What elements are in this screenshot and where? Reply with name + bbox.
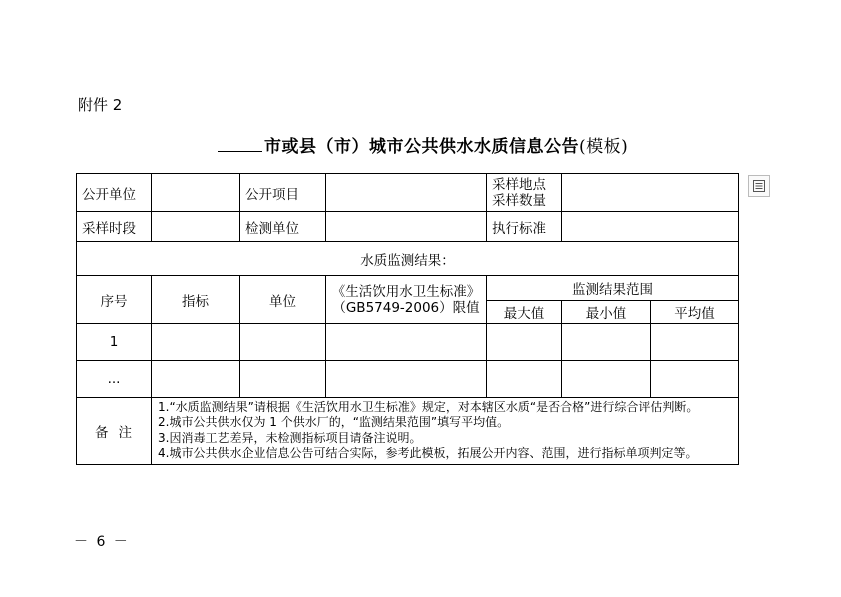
row-unit[interactable]	[240, 324, 326, 361]
title-suffix: (模板)	[579, 137, 629, 157]
col-limit-header	[326, 276, 487, 324]
col-min-header: 最小值	[562, 301, 651, 324]
col-seq-header: 序号	[77, 276, 152, 324]
sampling-location-count-value[interactable]	[562, 174, 739, 212]
remark-note: 1.“水质监测结果”请根据《生活饮用水卫生标准》规定，对本辖区水质“是否合格”进行综合评估判断。	[158, 400, 699, 414]
remarks-notes	[152, 398, 739, 465]
public-item-value[interactable]	[326, 174, 487, 212]
table-row	[77, 361, 739, 398]
remarks-label: 备注	[77, 398, 152, 465]
results-heading-row	[77, 242, 739, 276]
water-quality-table	[76, 173, 739, 465]
testing-unit-label: 检测单位	[240, 212, 326, 242]
col-limit-header-line2: （GB5749-2006）限值	[332, 299, 480, 316]
sampling-period-value[interactable]	[152, 212, 240, 242]
remarks-row	[77, 398, 739, 465]
row-avg[interactable]	[651, 361, 739, 398]
col-max-header: 最大值	[487, 301, 562, 324]
public-unit-label: 公开单位	[77, 174, 152, 212]
public-item-label: 公开项目	[240, 174, 326, 212]
title-main: 市或县（市）城市公共供水水质信息公告	[264, 137, 579, 157]
remark-note: 2.城市公共供水仅为 1 个供水厂的，“监测结果范围”填写平均值。	[158, 415, 510, 430]
row-min[interactable]	[562, 324, 651, 361]
row-indicator[interactable]	[152, 361, 240, 398]
row-avg[interactable]	[651, 324, 739, 361]
page-number: － 6 －	[74, 534, 130, 550]
sampling-location-count-label	[487, 174, 562, 212]
expand-icon-glyph	[752, 179, 766, 193]
row-seq: ...	[77, 361, 152, 398]
sampling-period-label: 采样时段	[77, 212, 152, 242]
public-unit-value[interactable]	[152, 174, 240, 212]
col-limit-header-line1: 《生活饮用水卫生标准》	[331, 283, 481, 300]
standard-value[interactable]	[562, 212, 739, 242]
sampling-count-label: 采样数量	[492, 192, 546, 209]
row-limit[interactable]	[326, 324, 487, 361]
row-unit[interactable]	[240, 361, 326, 398]
row-max[interactable]	[487, 324, 562, 361]
row-indicator[interactable]	[152, 324, 240, 361]
header-row-1	[77, 174, 739, 212]
row-min[interactable]	[562, 361, 651, 398]
expand-icon[interactable]	[748, 175, 770, 197]
col-unit-header: 单位	[240, 276, 326, 324]
remark-note: 4.城市公共供水企业信息公告可结合实际，参考此模板，拓展公开内容、范围，进行指标单项判定等。	[158, 446, 698, 461]
column-header-row-1	[77, 276, 739, 301]
col-avg-header: 平均值	[651, 301, 739, 324]
testing-unit-value[interactable]	[326, 212, 487, 242]
page-title	[218, 132, 628, 157]
row-max[interactable]	[487, 361, 562, 398]
col-indicator-header: 指标	[152, 276, 240, 324]
table-row	[77, 324, 739, 361]
header-row-2	[77, 212, 739, 242]
remark-note: 3.因消毒工艺差异，未检测指标项目请备注说明。	[158, 430, 422, 445]
sampling-location-label: 采样地点	[492, 176, 546, 193]
results-heading: 水质监测结果：	[77, 242, 739, 276]
row-limit[interactable]	[326, 361, 487, 398]
row-seq: 1	[77, 324, 152, 361]
title-blank-line	[218, 137, 262, 152]
attachment-label: 附件 2	[78, 96, 123, 114]
standard-label: 执行标准	[487, 212, 562, 242]
col-range-header: 监测结果范围	[487, 276, 739, 301]
